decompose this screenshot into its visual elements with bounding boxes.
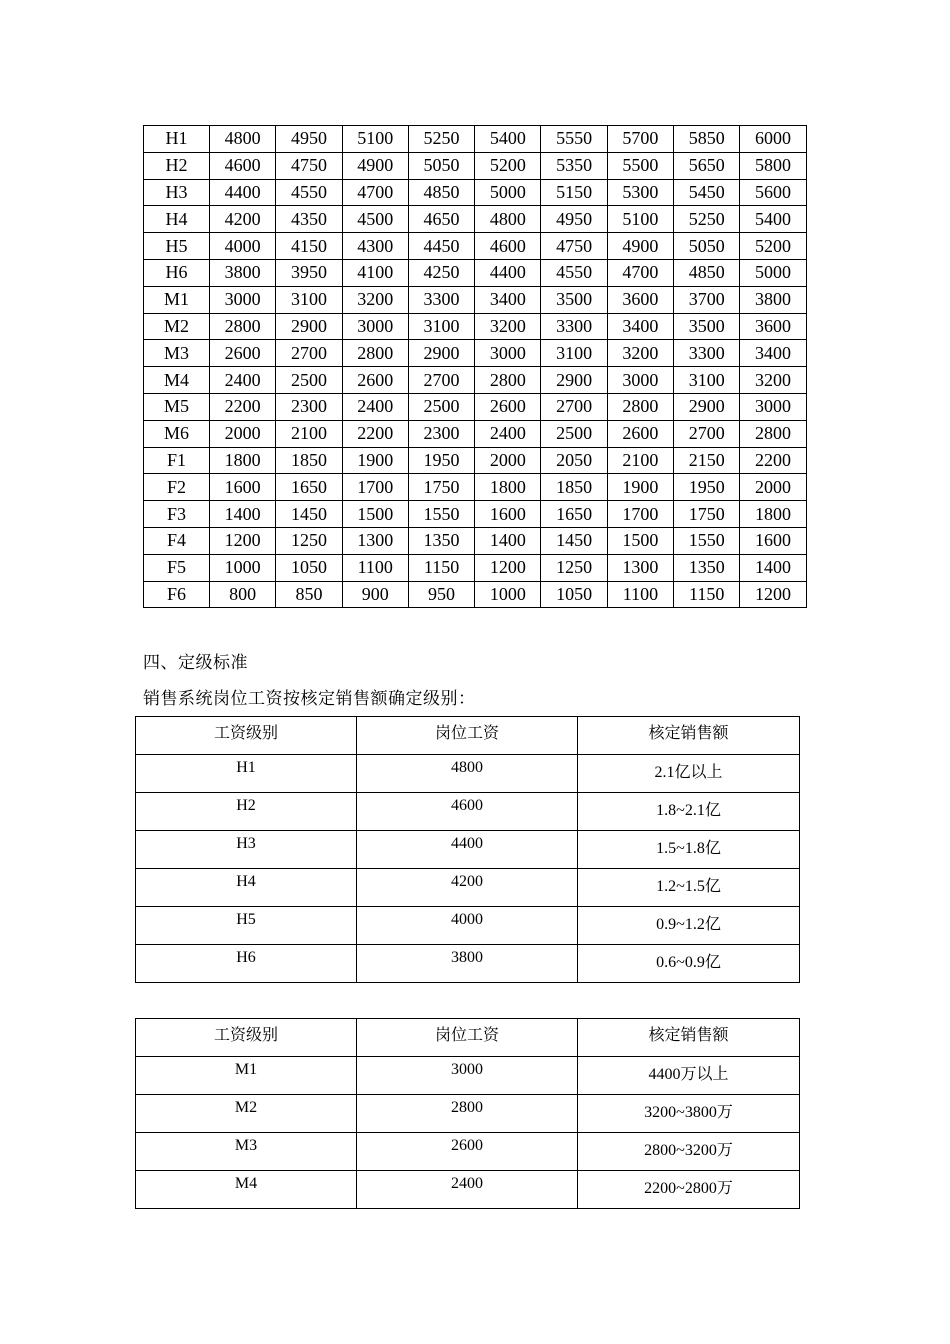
salary-cell: 1650 bbox=[276, 474, 342, 501]
sales-cell: 2800~3200万 bbox=[578, 1133, 800, 1171]
salary-cell: 4400 bbox=[475, 259, 541, 286]
salary-cell: 6000 bbox=[740, 126, 806, 153]
salary-cell: 5400 bbox=[475, 126, 541, 153]
salary-cell: 1850 bbox=[541, 474, 607, 501]
salary-cell: 3200 bbox=[475, 313, 541, 340]
grade-cell: H5 bbox=[144, 233, 210, 260]
salary-cell: 2100 bbox=[607, 447, 673, 474]
salary-cell: 1750 bbox=[674, 501, 740, 528]
salary-cell: 4800 bbox=[357, 755, 578, 793]
salary-cell: 4850 bbox=[674, 259, 740, 286]
header-salary: 岗位工资 bbox=[357, 717, 578, 755]
salary-cell: 1700 bbox=[607, 501, 673, 528]
salary-cell: 5800 bbox=[740, 152, 806, 179]
salary-cell: 2150 bbox=[674, 447, 740, 474]
salary-cell: 2600 bbox=[210, 340, 276, 367]
salary-cell: 1050 bbox=[276, 554, 342, 581]
grade-table-m-body bbox=[136, 1057, 800, 1209]
salary-cell: 4650 bbox=[408, 206, 474, 233]
salary-cell: 5050 bbox=[674, 233, 740, 260]
salary-cell: 4700 bbox=[342, 179, 408, 206]
table-row bbox=[144, 179, 807, 206]
salary-grid-table bbox=[143, 125, 807, 608]
table-row bbox=[136, 907, 800, 945]
salary-cell: 1450 bbox=[541, 527, 607, 554]
salary-cell: 4150 bbox=[276, 233, 342, 260]
grade-cell: H1 bbox=[144, 126, 210, 153]
grade-cell: F6 bbox=[144, 581, 210, 608]
salary-cell: 2800 bbox=[357, 1095, 578, 1133]
salary-cell: 3600 bbox=[740, 313, 806, 340]
table-row bbox=[136, 793, 800, 831]
table-row bbox=[144, 420, 807, 447]
salary-cell: 4600 bbox=[357, 793, 578, 831]
salary-cell: 1500 bbox=[342, 501, 408, 528]
salary-cell: 3800 bbox=[740, 286, 806, 313]
salary-cell: 1200 bbox=[740, 581, 806, 608]
salary-cell: 2700 bbox=[541, 393, 607, 420]
salary-cell: 4450 bbox=[408, 233, 474, 260]
grade-cell: H2 bbox=[136, 793, 357, 831]
header-sales: 核定销售额 bbox=[578, 1019, 800, 1057]
salary-cell: 1600 bbox=[475, 501, 541, 528]
table-row bbox=[136, 945, 800, 983]
salary-cell: 1400 bbox=[210, 501, 276, 528]
salary-cell: 2800 bbox=[475, 367, 541, 394]
salary-cell: 1650 bbox=[541, 501, 607, 528]
salary-cell: 1350 bbox=[408, 527, 474, 554]
salary-cell: 4750 bbox=[541, 233, 607, 260]
sales-cell: 2200~2800万 bbox=[578, 1171, 800, 1209]
grade-cell: F4 bbox=[144, 527, 210, 554]
salary-cell: 3400 bbox=[607, 313, 673, 340]
salary-cell: 1100 bbox=[342, 554, 408, 581]
salary-cell: 900 bbox=[342, 581, 408, 608]
salary-cell: 1300 bbox=[342, 527, 408, 554]
salary-cell: 4900 bbox=[342, 152, 408, 179]
salary-cell: 4000 bbox=[210, 233, 276, 260]
table-row bbox=[144, 581, 807, 608]
table-row bbox=[144, 126, 807, 153]
salary-cell: 4100 bbox=[342, 259, 408, 286]
salary-cell: 4750 bbox=[276, 152, 342, 179]
salary-cell: 5850 bbox=[674, 126, 740, 153]
salary-cell: 5300 bbox=[607, 179, 673, 206]
grade-cell: H6 bbox=[136, 945, 357, 983]
salary-cell: 850 bbox=[276, 581, 342, 608]
grade-cell: F3 bbox=[144, 501, 210, 528]
salary-cell: 5350 bbox=[541, 152, 607, 179]
grade-cell: H1 bbox=[136, 755, 357, 793]
salary-cell: 2000 bbox=[475, 447, 541, 474]
salary-cell: 4850 bbox=[408, 179, 474, 206]
grade-cell: M2 bbox=[136, 1095, 357, 1133]
salary-cell: 3600 bbox=[607, 286, 673, 313]
salary-cell: 3100 bbox=[276, 286, 342, 313]
salary-cell: 5000 bbox=[475, 179, 541, 206]
table-row bbox=[144, 393, 807, 420]
salary-cell: 3100 bbox=[674, 367, 740, 394]
salary-cell: 1350 bbox=[674, 554, 740, 581]
sales-cell: 1.8~2.1亿 bbox=[578, 793, 800, 831]
header-salary: 岗位工资 bbox=[357, 1019, 578, 1057]
salary-cell: 1400 bbox=[740, 554, 806, 581]
salary-cell: 3300 bbox=[674, 340, 740, 367]
salary-cell: 2000 bbox=[740, 474, 806, 501]
grade-cell: M1 bbox=[144, 286, 210, 313]
salary-cell: 4950 bbox=[541, 206, 607, 233]
salary-cell: 1000 bbox=[475, 581, 541, 608]
table-row bbox=[144, 313, 807, 340]
salary-cell: 3700 bbox=[674, 286, 740, 313]
salary-cell: 2400 bbox=[342, 393, 408, 420]
salary-cell: 4400 bbox=[210, 179, 276, 206]
grade-cell: F5 bbox=[144, 554, 210, 581]
salary-cell: 2600 bbox=[607, 420, 673, 447]
salary-cell: 1950 bbox=[674, 474, 740, 501]
salary-cell: 3800 bbox=[210, 259, 276, 286]
salary-cell: 2600 bbox=[475, 393, 541, 420]
salary-cell: 5600 bbox=[740, 179, 806, 206]
salary-cell: 2900 bbox=[541, 367, 607, 394]
salary-cell: 2700 bbox=[408, 367, 474, 394]
salary-cell: 3100 bbox=[541, 340, 607, 367]
salary-cell: 2050 bbox=[541, 447, 607, 474]
salary-cell: 1900 bbox=[607, 474, 673, 501]
salary-cell: 5100 bbox=[607, 206, 673, 233]
salary-cell: 4200 bbox=[210, 206, 276, 233]
grade-cell: M3 bbox=[144, 340, 210, 367]
table-row bbox=[144, 367, 807, 394]
salary-cell: 3300 bbox=[408, 286, 474, 313]
salary-cell: 1100 bbox=[607, 581, 673, 608]
salary-cell: 1700 bbox=[342, 474, 408, 501]
salary-cell: 2500 bbox=[408, 393, 474, 420]
salary-cell: 1250 bbox=[276, 527, 342, 554]
salary-cell: 5250 bbox=[674, 206, 740, 233]
salary-cell: 2400 bbox=[475, 420, 541, 447]
salary-cell: 800 bbox=[210, 581, 276, 608]
salary-cell: 1600 bbox=[740, 527, 806, 554]
salary-cell: 2800 bbox=[607, 393, 673, 420]
salary-cell: 3200 bbox=[607, 340, 673, 367]
grade-cell: M2 bbox=[144, 313, 210, 340]
section-heading: 四、定级标准 bbox=[143, 653, 248, 673]
salary-cell: 3000 bbox=[740, 393, 806, 420]
salary-cell: 2200 bbox=[342, 420, 408, 447]
salary-cell: 1550 bbox=[408, 501, 474, 528]
table-row bbox=[144, 527, 807, 554]
salary-cell: 3000 bbox=[210, 286, 276, 313]
grade-cell: M5 bbox=[144, 393, 210, 420]
salary-cell: 4250 bbox=[408, 259, 474, 286]
grade-table-h-header-row bbox=[136, 717, 800, 755]
salary-cell: 4300 bbox=[342, 233, 408, 260]
salary-cell: 2300 bbox=[276, 393, 342, 420]
salary-cell: 1850 bbox=[276, 447, 342, 474]
grade-cell: H4 bbox=[144, 206, 210, 233]
salary-cell: 3500 bbox=[674, 313, 740, 340]
table-row bbox=[136, 831, 800, 869]
section-intro: 销售系统岗位工资按核定销售额确定级别： bbox=[143, 689, 476, 709]
salary-cell: 2600 bbox=[342, 367, 408, 394]
salary-cell: 1800 bbox=[740, 501, 806, 528]
grade-cell: M4 bbox=[136, 1171, 357, 1209]
salary-cell: 5150 bbox=[541, 179, 607, 206]
salary-cell: 1800 bbox=[475, 474, 541, 501]
salary-cell: 950 bbox=[408, 581, 474, 608]
table-row bbox=[136, 1095, 800, 1133]
salary-cell: 1950 bbox=[408, 447, 474, 474]
salary-cell: 3100 bbox=[408, 313, 474, 340]
salary-cell: 4950 bbox=[276, 126, 342, 153]
salary-cell: 3000 bbox=[357, 1057, 578, 1095]
table-row bbox=[144, 340, 807, 367]
salary-cell: 3800 bbox=[357, 945, 578, 983]
salary-cell: 5200 bbox=[740, 233, 806, 260]
salary-cell: 5050 bbox=[408, 152, 474, 179]
salary-cell: 1000 bbox=[210, 554, 276, 581]
grade-cell: M3 bbox=[136, 1133, 357, 1171]
table-row bbox=[136, 1171, 800, 1209]
salary-cell: 2500 bbox=[541, 420, 607, 447]
salary-cell: 4800 bbox=[210, 126, 276, 153]
salary-cell: 1200 bbox=[475, 554, 541, 581]
salary-cell: 2400 bbox=[357, 1171, 578, 1209]
salary-cell: 2100 bbox=[276, 420, 342, 447]
table-row bbox=[136, 869, 800, 907]
salary-cell: 4600 bbox=[475, 233, 541, 260]
salary-cell: 4600 bbox=[210, 152, 276, 179]
table-row bbox=[144, 206, 807, 233]
salary-cell: 4800 bbox=[475, 206, 541, 233]
salary-cell: 5250 bbox=[408, 126, 474, 153]
salary-cell: 2800 bbox=[342, 340, 408, 367]
salary-cell: 2700 bbox=[276, 340, 342, 367]
sales-cell: 1.5~1.8亿 bbox=[578, 831, 800, 869]
table-row bbox=[144, 233, 807, 260]
salary-cell: 2900 bbox=[408, 340, 474, 367]
salary-cell: 4350 bbox=[276, 206, 342, 233]
header-sales: 核定销售额 bbox=[578, 717, 800, 755]
salary-cell: 3200 bbox=[342, 286, 408, 313]
salary-cell: 1150 bbox=[408, 554, 474, 581]
salary-cell: 3000 bbox=[342, 313, 408, 340]
salary-cell: 4200 bbox=[357, 869, 578, 907]
sales-cell: 2.1亿以上 bbox=[578, 755, 800, 793]
salary-cell: 5450 bbox=[674, 179, 740, 206]
table-row bbox=[144, 554, 807, 581]
salary-cell: 2900 bbox=[276, 313, 342, 340]
salary-cell: 3950 bbox=[276, 259, 342, 286]
salary-cell: 3300 bbox=[541, 313, 607, 340]
salary-cell: 3200 bbox=[740, 367, 806, 394]
salary-cell: 1750 bbox=[408, 474, 474, 501]
grade-cell: H6 bbox=[144, 259, 210, 286]
grade-cell: H4 bbox=[136, 869, 357, 907]
table-row bbox=[144, 286, 807, 313]
grade-table-m bbox=[135, 1018, 800, 1209]
table-row bbox=[136, 1057, 800, 1095]
salary-cell: 1600 bbox=[210, 474, 276, 501]
salary-cell: 1400 bbox=[475, 527, 541, 554]
salary-cell: 1500 bbox=[607, 527, 673, 554]
salary-cell: 1450 bbox=[276, 501, 342, 528]
salary-cell: 4900 bbox=[607, 233, 673, 260]
grade-cell: F2 bbox=[144, 474, 210, 501]
salary-cell: 2900 bbox=[674, 393, 740, 420]
sales-cell: 0.9~1.2亿 bbox=[578, 907, 800, 945]
salary-cell: 4000 bbox=[357, 907, 578, 945]
salary-cell: 1200 bbox=[210, 527, 276, 554]
salary-cell: 5000 bbox=[740, 259, 806, 286]
table-row bbox=[144, 501, 807, 528]
grade-cell: H2 bbox=[144, 152, 210, 179]
salary-cell: 5700 bbox=[607, 126, 673, 153]
salary-cell: 5550 bbox=[541, 126, 607, 153]
table-row bbox=[136, 1133, 800, 1171]
grade-cell: H5 bbox=[136, 907, 357, 945]
table-row bbox=[144, 259, 807, 286]
sales-cell: 4400万以上 bbox=[578, 1057, 800, 1095]
salary-cell: 2000 bbox=[210, 420, 276, 447]
salary-cell: 4550 bbox=[541, 259, 607, 286]
salary-cell: 5100 bbox=[342, 126, 408, 153]
sales-cell: 1.2~1.5亿 bbox=[578, 869, 800, 907]
salary-cell: 4700 bbox=[607, 259, 673, 286]
salary-cell: 5650 bbox=[674, 152, 740, 179]
salary-grid-body bbox=[144, 126, 807, 608]
sales-cell: 3200~3800万 bbox=[578, 1095, 800, 1133]
salary-cell: 4400 bbox=[357, 831, 578, 869]
salary-cell: 2200 bbox=[210, 393, 276, 420]
salary-cell: 4500 bbox=[342, 206, 408, 233]
table-row bbox=[144, 474, 807, 501]
salary-cell: 2500 bbox=[276, 367, 342, 394]
salary-cell: 1550 bbox=[674, 527, 740, 554]
salary-cell: 3400 bbox=[475, 286, 541, 313]
salary-cell: 3000 bbox=[475, 340, 541, 367]
salary-cell: 2800 bbox=[740, 420, 806, 447]
salary-cell: 1900 bbox=[342, 447, 408, 474]
grade-table-h-body bbox=[136, 755, 800, 983]
grade-cell: F1 bbox=[144, 447, 210, 474]
grade-cell: H3 bbox=[144, 179, 210, 206]
sales-cell: 0.6~0.9亿 bbox=[578, 945, 800, 983]
grade-table-h bbox=[135, 716, 800, 983]
salary-cell: 1300 bbox=[607, 554, 673, 581]
salary-cell: 4550 bbox=[276, 179, 342, 206]
salary-cell: 2600 bbox=[357, 1133, 578, 1171]
salary-cell: 2400 bbox=[210, 367, 276, 394]
salary-cell: 1050 bbox=[541, 581, 607, 608]
salary-cell: 1150 bbox=[674, 581, 740, 608]
salary-cell: 5200 bbox=[475, 152, 541, 179]
grade-cell: M6 bbox=[144, 420, 210, 447]
header-grade: 工资级别 bbox=[136, 717, 357, 755]
salary-cell: 5500 bbox=[607, 152, 673, 179]
salary-cell: 2200 bbox=[740, 447, 806, 474]
salary-cell: 1250 bbox=[541, 554, 607, 581]
grade-cell: M4 bbox=[144, 367, 210, 394]
header-grade: 工资级别 bbox=[136, 1019, 357, 1057]
grade-cell: H3 bbox=[136, 831, 357, 869]
salary-cell: 2300 bbox=[408, 420, 474, 447]
table-row bbox=[144, 447, 807, 474]
salary-cell: 2800 bbox=[210, 313, 276, 340]
grade-cell: M1 bbox=[136, 1057, 357, 1095]
salary-cell: 2700 bbox=[674, 420, 740, 447]
table-row bbox=[144, 152, 807, 179]
salary-cell: 3500 bbox=[541, 286, 607, 313]
salary-cell: 5400 bbox=[740, 206, 806, 233]
table-row bbox=[136, 755, 800, 793]
salary-cell: 3000 bbox=[607, 367, 673, 394]
salary-cell: 1800 bbox=[210, 447, 276, 474]
grade-table-m-header-row bbox=[136, 1019, 800, 1057]
salary-cell: 3400 bbox=[740, 340, 806, 367]
